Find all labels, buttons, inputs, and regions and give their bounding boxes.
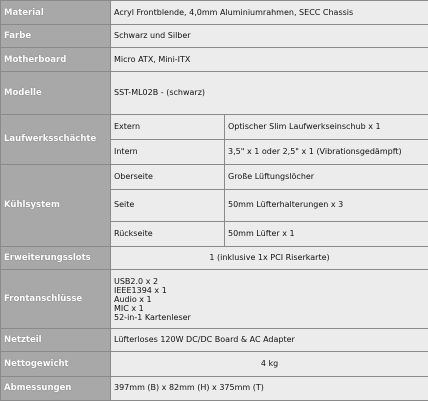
row-netzteil [1, 329, 428, 352]
sub-name-oberseite: Oberseite [111, 164, 225, 189]
value-material: Acryl Frontblende, 4,0mm Aluminiumrahmen, SECC Chassis [111, 1, 428, 25]
sub-value-intern: 3,5" x 1 oder 2,5" x 1 (Vibrationsgedämpft) [225, 140, 428, 164]
row-gewicht [1, 352, 428, 376]
row-farbe [1, 25, 428, 48]
value-modelle: SST-ML02B - (schwarz) [111, 71, 428, 114]
row-erweiterung [1, 246, 428, 269]
front-line: IEEE1394 x 1 [114, 285, 167, 295]
row-modelle [1, 71, 428, 114]
sub-value-seite: 50mm Lüfterhalterungen x 3 [225, 189, 428, 221]
value-gewicht: 4 kg [111, 352, 428, 376]
label-farbe: Farbe [1, 25, 111, 48]
front-line: Audio x 1 [114, 294, 152, 304]
label-kuehl: Kühlsystem [1, 164, 111, 246]
row-masse [1, 376, 428, 400]
label-gewicht: Nettogewicht [1, 352, 111, 376]
front-line: MIC x 1 [114, 303, 144, 313]
value-farbe: Schwarz und Silber [111, 25, 428, 48]
sub-name-intern: Intern [111, 140, 225, 164]
sub-value-oberseite: Große Lüftungslöcher [225, 164, 428, 189]
value-front [111, 270, 428, 329]
label-front: Frontanschlüsse [1, 270, 111, 329]
value-masse: 397mm (B) x 82mm (H) x 375mm (T) [111, 376, 428, 400]
row-front [1, 270, 428, 329]
label-modelle: Modelle [1, 71, 111, 114]
front-line: USB2.0 x 2 [114, 276, 159, 286]
label-laufwerk: Laufwerksschächte [1, 114, 111, 164]
label-erweiterung: Erweiterungsslots [1, 246, 111, 269]
sub-value-rueckseite: 50mm Lüfter x 1 [225, 221, 428, 246]
value-erweiterung: 1 (inklusive 1x PCI Riserkarte) [111, 246, 428, 269]
sub-name-extern: Extern [111, 114, 225, 139]
sub-name-rueckseite: Rückseite [111, 221, 225, 246]
value-netzteil: Lüfterloses 120W DC/DC Board & AC Adapter [111, 329, 428, 352]
row-kuehl-oberseite [1, 164, 428, 189]
row-material [1, 1, 428, 25]
label-netzteil: Netzteil [1, 329, 111, 352]
label-material: Material [1, 1, 111, 25]
row-motherboard [1, 48, 428, 71]
value-motherboard: Micro ATX, Mini-ITX [111, 48, 428, 71]
label-motherboard: Motherboard [1, 48, 111, 71]
sub-name-seite: Seite [111, 189, 225, 221]
label-masse: Abmessungen [1, 376, 111, 400]
sub-value-extern: Optischer Slim Laufwerkseinschub x 1 [225, 114, 428, 139]
front-line: 52-in-1 Kartenleser [114, 312, 191, 322]
row-laufwerk-extern [1, 114, 428, 139]
